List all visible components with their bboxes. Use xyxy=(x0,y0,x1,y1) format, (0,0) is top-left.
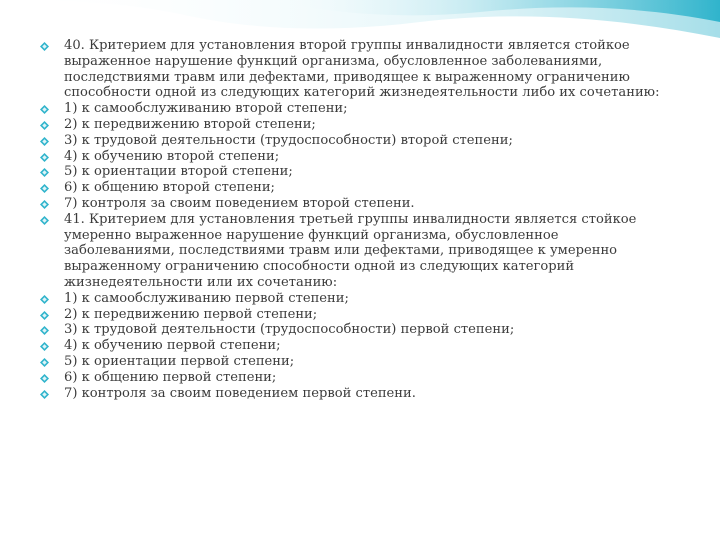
item-text: 4) к обучению первой степени; xyxy=(64,338,281,354)
teal-diamond-bullet-icon xyxy=(40,42,49,51)
item-text: 40. Критерием для установления второй группы инвалидности является стойкое выраженное нарушение функций организма, обусловленное заболеваниями, последствиями травм или дефектами, приводящее к выраженному ограничению способности одной из следующих категорий жизнедеятельности либо их сочетанию: xyxy=(64,38,660,101)
text-content xyxy=(40,38,670,401)
list-item xyxy=(40,291,670,307)
teal-diamond-bullet-icon xyxy=(40,374,49,383)
teal-diamond-bullet-icon xyxy=(40,216,49,225)
item-text: 6) к общению второй степени; xyxy=(64,180,275,196)
teal-diamond-bullet-icon xyxy=(40,342,49,351)
bullet-list xyxy=(40,38,670,401)
list-item xyxy=(40,149,670,165)
teal-diamond-bullet-icon xyxy=(40,137,49,146)
list-item xyxy=(40,370,670,386)
teal-diamond-bullet-icon xyxy=(40,168,49,177)
list-item xyxy=(40,117,670,133)
list-item xyxy=(40,307,670,323)
item-text: 3) к трудовой деятельности (трудоспособности) первой степени; xyxy=(64,322,515,338)
list-item xyxy=(40,322,670,338)
item-text: 2) к передвижению первой степени; xyxy=(64,306,318,322)
list-item xyxy=(40,164,670,180)
list-item xyxy=(40,338,670,354)
item-text: 7) контроля за своим поведением первой степени. xyxy=(64,385,416,401)
list-item xyxy=(40,386,670,402)
item-text: 41. Критерием для установления третьей группы инвалидности является стойкое умеренно выраженное нарушение функций организма, обусловленное заболеваниями, последствиями травм или дефектами, приводящее к умеренно выраженному ограничению способности одной из следующих категорий жизнедеятельности или их сочетанию: xyxy=(64,211,637,290)
teal-diamond-bullet-icon xyxy=(40,184,49,193)
list-item xyxy=(40,133,670,149)
item-text: 2) к передвижению второй степени; xyxy=(64,116,316,132)
list-item xyxy=(40,354,670,370)
item-text: 7) контроля за своим поведением второй степени. xyxy=(64,195,415,211)
teal-diamond-bullet-icon xyxy=(40,153,49,162)
teal-diamond-bullet-icon xyxy=(40,390,49,399)
item-text: 6) к общению первой степени; xyxy=(64,369,277,385)
list-item xyxy=(40,101,670,117)
list-item xyxy=(40,196,670,212)
list-item xyxy=(40,180,670,196)
item-text: 1) к самообслуживанию второй степени; xyxy=(64,101,348,117)
list-item xyxy=(40,38,670,101)
teal-diamond-bullet-icon xyxy=(40,311,49,320)
item-text: 1) к самообслуживанию первой степени; xyxy=(64,290,349,306)
teal-diamond-bullet-icon xyxy=(40,105,49,114)
teal-diamond-bullet-icon xyxy=(40,326,49,335)
list-item xyxy=(40,212,670,291)
teal-diamond-bullet-icon xyxy=(40,121,49,130)
item-text: 4) к обучению второй степени; xyxy=(64,148,280,164)
item-text: 5) к ориентации первой степени; xyxy=(64,353,295,369)
item-text: 3) к трудовой деятельности (трудоспособности) второй степени; xyxy=(64,132,513,148)
item-text: 5) к ориентации второй степени; xyxy=(64,164,293,180)
teal-diamond-bullet-icon xyxy=(40,358,49,367)
teal-diamond-bullet-icon xyxy=(40,200,49,209)
teal-diamond-bullet-icon xyxy=(40,295,49,304)
